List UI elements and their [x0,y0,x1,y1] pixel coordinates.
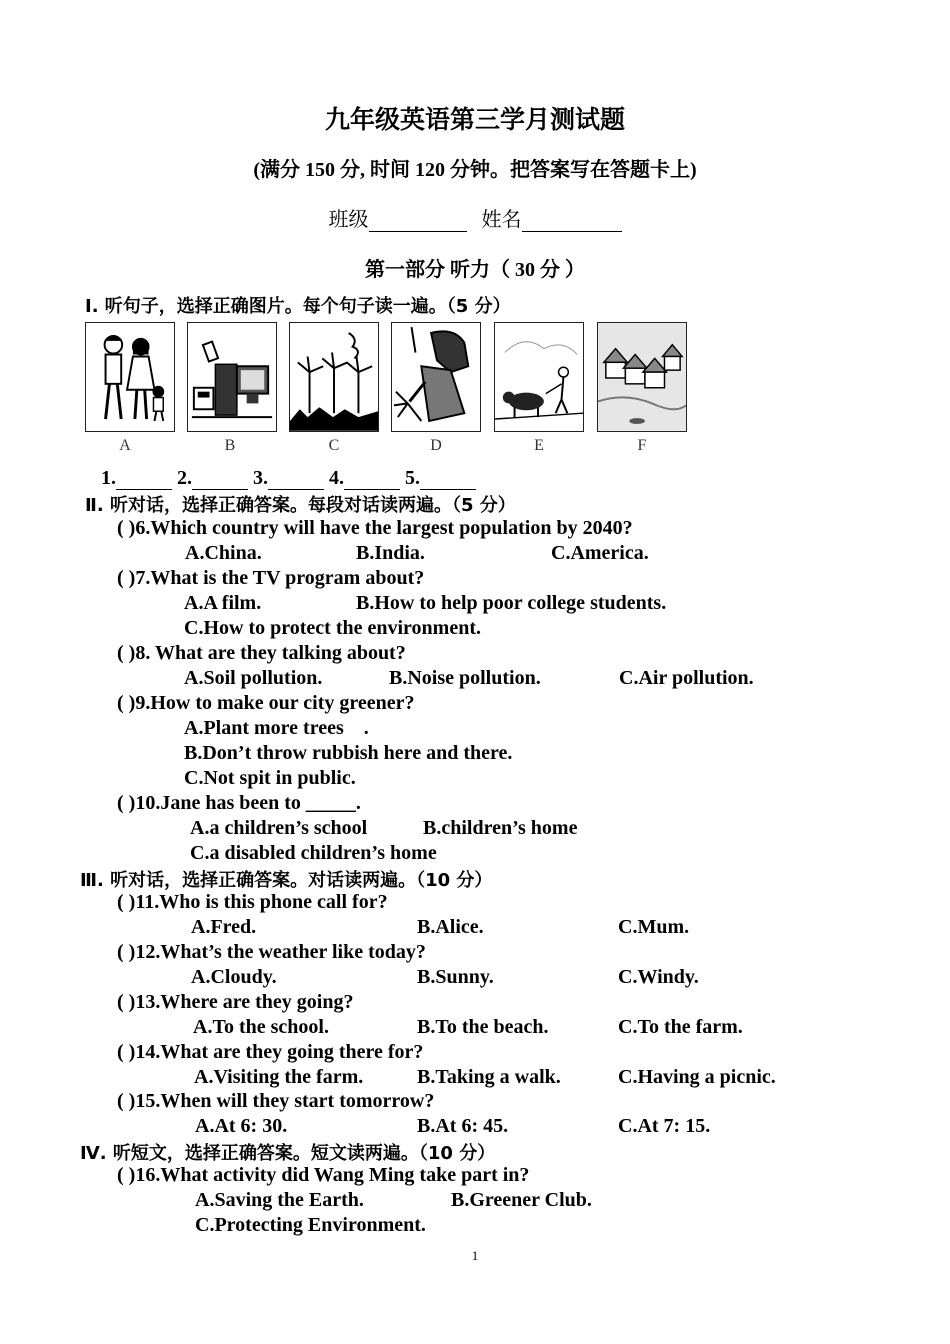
blank-label-2: 2. [177,467,192,489]
picture-label-b: B [224,437,236,454]
picture-family [85,322,175,432]
q7-option-b[interactable]: B.How to help poor college students. [356,592,667,614]
q8-option-a[interactable]: A.Soil pollution. [184,667,323,689]
q13-option-a[interactable]: A.To the school. [193,1016,329,1038]
picture-electronics [187,322,277,432]
q8-option-b[interactable]: B.Noise pollution. [389,667,541,689]
farmer-ox-icon [495,323,583,431]
q9-option-b[interactable]: B.Don’t throw rubbish here and there. [184,742,513,764]
section4-heading: Ⅳ. 听短文，选择正确答案。短文读两遍。（10 分） [80,1143,496,1164]
section1-heading: Ⅰ. 听句子，选择正确图片。每个句子读一遍。（5 分） [85,296,511,317]
question-13: ( )13.Where are they going? [117,991,354,1013]
q15-option-a[interactable]: A.At 6: 30. [195,1115,288,1137]
answer-blank-5[interactable] [420,489,476,490]
q16-option-a[interactable]: A.Saving the Earth. [195,1189,364,1211]
q12-option-c[interactable]: C.Windy. [618,966,699,988]
picture-wind-turbines [289,322,379,432]
section3-heading: Ⅲ. 听对话，选择正确答案。对话读两遍。（10 分） [80,870,493,891]
picture-label-e: E [534,437,544,454]
q12-option-a[interactable]: A.Cloudy. [191,966,277,988]
question-8: ( )8. What are they talking about? [117,642,406,664]
question-12: ( )12.What’s the weather like today? [117,941,426,963]
q14-option-a[interactable]: A.Visiting the farm. [194,1066,364,1088]
page-title: 九年级英语第三学月测试题 [324,107,625,134]
q15-option-c[interactable]: C.At 7: 15. [618,1115,711,1137]
class-name-line [0,203,950,232]
blank-label-4: 4. [329,467,344,489]
q6-option-b[interactable]: B.India. [356,542,425,564]
q6-option-c[interactable]: C.America. [551,542,649,564]
q15-option-b[interactable]: B.At 6: 45. [417,1115,509,1137]
answer-blank-1[interactable] [116,489,172,490]
computer-phone-icon [188,323,276,431]
part-title: 第一部分 听力（ 30 分 ） [365,259,585,281]
picture-label-a: A [119,437,131,454]
family-picture-icon [86,323,174,431]
q11-option-b[interactable]: B.Alice. [417,916,484,938]
name-label: 姓名 [481,209,522,231]
q10-option-c[interactable]: C.a disabled children’s home [190,842,437,864]
question-6: ( )6.Which country will have the largest population by 2040? [117,517,633,539]
question-10: ( )10.Jane has been to _____. [117,792,361,814]
answer-blank-4[interactable] [344,489,400,490]
name-blank[interactable] [522,231,622,232]
welder-icon [392,323,480,431]
q6-option-a[interactable]: A.China. [185,542,262,564]
answer-blank-3[interactable] [268,489,324,490]
question-11: ( )11.Who is this phone call for? [117,891,388,913]
q7-option-c[interactable]: C.How to protect the environment. [184,617,481,639]
question-15: ( )15.When will they start tomorrow? [117,1090,435,1112]
answer-blanks-1-5 [101,467,476,490]
section2-heading: Ⅱ. 听对话，选择正确答案。每段对话读两遍。（5 分） [85,495,516,516]
q7-option-a[interactable]: A.A film. [184,592,262,614]
class-label: 班级 [328,209,369,231]
picture-label-d: D [430,437,442,454]
q9-option-c[interactable]: C.Not spit in public. [184,767,356,789]
q11-option-a[interactable]: A.Fred. [191,916,257,938]
houses-icon [598,323,686,431]
q9-option-a[interactable]: A.Plant more trees . [184,717,369,739]
wind-turbine-icon [290,323,378,431]
page-number: 1 [471,1248,479,1263]
picture-label-c: C [328,437,340,454]
question-7: ( )7.What is the TV program about? [117,567,425,589]
question-9: ( )9.How to make our city greener? [117,692,415,714]
q13-option-c[interactable]: C.To the farm. [618,1016,743,1038]
picture-houses [597,322,687,432]
page-subtitle: (满分 150 分, 时间 120 分钟。把答案写在答题卡上) [253,159,697,181]
picture-farmer-ox [494,322,584,432]
picture-welder [391,322,481,432]
answer-blank-2[interactable] [192,489,248,490]
question-14: ( )14.What are they going there for? [117,1041,424,1063]
q13-option-b[interactable]: B.To the beach. [417,1016,549,1038]
q10-option-a[interactable]: A.a children’s school [190,817,368,839]
q8-option-c[interactable]: C.Air pollution. [619,667,754,689]
q11-option-c[interactable]: C.Mum. [618,916,690,938]
question-16: ( )16.What activity did Wang Ming take part in? [117,1164,530,1186]
q14-option-c[interactable]: C.Having a picnic. [618,1066,776,1088]
class-blank[interactable] [369,231,467,232]
q16-option-c[interactable]: C.Protecting Environment. [195,1214,426,1236]
picture-label-f: F [637,437,647,454]
blank-label-5: 5. [405,467,420,489]
blank-label-1: 1. [101,467,116,489]
q12-option-b[interactable]: B.Sunny. [417,966,494,988]
q14-option-b[interactable]: B.Taking a walk. [417,1066,561,1088]
blank-label-3: 3. [253,467,268,489]
q16-option-b[interactable]: B.Greener Club. [451,1189,592,1211]
q10-option-b[interactable]: B.children’s home [423,817,578,839]
